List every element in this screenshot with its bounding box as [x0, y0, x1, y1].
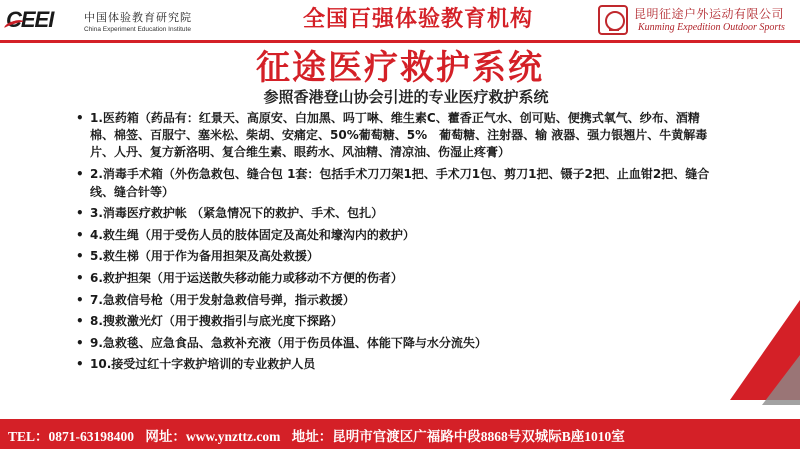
brand-block: [598, 3, 794, 37]
header: [0, 0, 800, 42]
page-title: 征途医疗救护系统: [256, 48, 544, 88]
list-item: • 1.医药箱（药品有：红景天、高原安、白加黑、吗丁啉、维生素C、藿香正气水、创可贴、便携式氧气、纱布、酒精棉、棉签、百服宁、塞米松、柴胡、安痛定、50%葡萄糖、5% 葡萄糖、注射器、输 液器、强力银翘片、牛黄解毒片、人丹、复方新洛明、复合维生素、眼药水、风油精、清凉油、伤湿止疼膏）: [76, 110, 716, 161]
institute-name-en: China Experiment Education Institute: [84, 26, 191, 33]
list-item: • 10.接受过红十字救护培训的专业救护人员: [76, 355, 716, 373]
equipment-list: [76, 110, 716, 377]
decorative-gray-triangle: [762, 355, 800, 405]
ceei-logo: [6, 7, 80, 32]
page-subtitle: 参照香港登山协会引进的专业医疗救护系统: [263, 88, 549, 106]
brand-name-cn: 昆明征途户外运动有限公司: [634, 7, 785, 21]
footer-contact: [8, 425, 633, 445]
list-item: • 4.救生绳（用于受伤人员的肢体固定及高处和壕沟内的救护）: [76, 226, 716, 244]
list-item: • 3.消毒医疗救护帐 （紧急情况下的救护、手术、包扎）: [76, 204, 716, 222]
list-item: • 6.救护担架（用于运送散失移动能力或移动不方便的伤者）: [76, 269, 716, 287]
brand-name-en: Kunming Expedition Outdoor Sports: [638, 22, 785, 33]
top-title: 全国百强体验教育机构: [302, 7, 533, 32]
company-seal-icon: [598, 5, 628, 35]
footer-tel: TEL：0871-63198400: [8, 429, 135, 444]
list-item: • 8.搜救激光灯（用于搜救指引与底光度下探路）: [76, 312, 716, 330]
footer-bar: [0, 419, 800, 449]
list-item: • 2.消毒手术箱（外伤急救包、缝合包 1套：包括手术刀刀架1把、手术刀1包、剪刀1把、镊子2把、止血钳2把、缝合线、缝合针等）: [76, 165, 716, 201]
footer-website: 网址：www.ynzttz.com: [145, 429, 281, 444]
ceei-logo-mark: CEEI: [6, 7, 54, 32]
list-item: • 9.急救毯、应急食品、急救补充液（用于伤员体温、体能下降与水分流失）: [76, 334, 716, 352]
institute-name: [84, 9, 234, 33]
institute-name-cn: 中国体验教育研究院: [84, 11, 192, 24]
list-item: • 7.急救信号枪（用于发射急救信号弹，指示救援）: [76, 291, 716, 309]
footer-address: 地址：昆明市官渡区广福路中段8868号双城际B座1010室: [291, 429, 625, 444]
list-item: • 5.救生梯（用于作为备用担架及高处救援）: [76, 247, 716, 265]
